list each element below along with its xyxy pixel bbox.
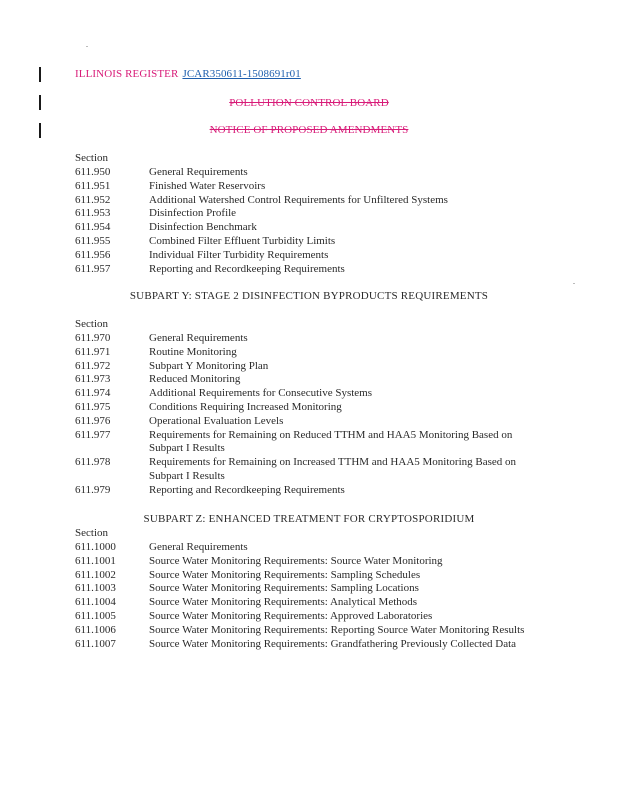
section-title: Disinfection Profile: [149, 207, 237, 220]
section-number: 611.973: [75, 373, 111, 386]
section-entry: [75, 235, 555, 249]
section-entry: [75, 221, 555, 235]
section-title: General Requirements: [149, 332, 248, 344]
section-entry: [75, 166, 555, 180]
section-label: Section: [75, 318, 108, 330]
section-entry: [75, 638, 555, 652]
section-title: Source Water Monitoring Requirements: Source Water Monitoring: [149, 554, 443, 567]
section-title: Routine Monitoring: [149, 345, 237, 358]
section-title: Individual Filter Turbidity Requirements: [149, 248, 329, 261]
section-number: 611.972: [75, 359, 111, 372]
section-title: Source Water Monitoring Requirements: Reporting Source Water Monitoring Results: [149, 623, 525, 636]
section-entry: [75, 401, 555, 415]
section-list-x: [75, 166, 555, 276]
section-entry: [75, 249, 555, 263]
section-entry: [75, 346, 555, 360]
section-number: 611.976: [75, 414, 111, 427]
section-label: Section: [75, 527, 108, 539]
section-number: 611.971: [75, 345, 111, 358]
section-entry: [75, 429, 555, 457]
section-number: 611.1005: [75, 609, 116, 622]
scan-speck: [573, 283, 575, 284]
section-entry: [75, 456, 555, 484]
section-entry: [75, 387, 555, 401]
section-entry: [75, 555, 555, 569]
section-title: Source Water Monitoring Requirements: Sampling Schedules: [149, 568, 421, 581]
section-number: 611.1002: [75, 568, 116, 581]
section-title: Source Water Monitoring Requirements: Analytical Methods: [149, 596, 418, 609]
section-number: 611.1006: [75, 623, 116, 636]
section-number: 611.956: [75, 248, 111, 261]
section-number: 611.977: [75, 428, 111, 441]
section-entry: [75, 263, 555, 277]
section-number: 611.951: [75, 179, 111, 192]
section-entry: [75, 415, 555, 429]
section-entry: [75, 541, 555, 555]
section-title: Requirements for Remaining on Reduced TTHM and HAA5 Monitoring Based on Subpart I Results: [149, 428, 513, 455]
register-header: [75, 68, 301, 80]
section-entry: [75, 194, 555, 208]
section-entry: [75, 582, 555, 596]
section-number: 611.957: [75, 262, 111, 275]
section-entry: [75, 624, 555, 638]
section-title: Reduced Monitoring: [149, 373, 241, 386]
section-entry: [75, 484, 555, 498]
section-entry: [75, 373, 555, 387]
section-number: 611.974: [75, 387, 111, 400]
section-number: 611.1007: [75, 637, 116, 650]
section-number: 611.1003: [75, 582, 116, 595]
scan-speck: [86, 46, 88, 47]
section-number: 611.1000: [75, 541, 116, 553]
section-title: Conditions Requiring Increased Monitoring: [149, 400, 342, 413]
section-title: General Requirements: [149, 166, 248, 178]
section-number: 611.1001: [75, 554, 116, 567]
section-entry: [75, 332, 555, 346]
section-number: 611.955: [75, 234, 111, 247]
section-title: Reporting and Recordkeeping Requirements: [149, 483, 345, 496]
section-number: 611.950: [75, 166, 111, 178]
section-title: General Requirements: [149, 541, 248, 553]
section-title: Combined Filter Effluent Turbidity Limits: [149, 234, 336, 247]
section-number: 611.975: [75, 400, 111, 413]
section-entry: [75, 569, 555, 583]
subpart-y-heading: SUBPART Y: STAGE 2 DISINFECTION BYPRODUCTS REQUIREMENTS: [129, 290, 489, 302]
section-number: 611.954: [75, 221, 111, 234]
register-link[interactable]: JCAR350611-1508691r01: [182, 68, 301, 80]
subpart-z-heading: SUBPART Z: ENHANCED TREATMENT FOR CRYPTOSPORIDIUM: [143, 513, 475, 525]
section-title: Source Water Monitoring Requirements: Grandfathering Previously Collected Data: [149, 637, 517, 650]
section-title: Source Water Monitoring Requirements: Sampling Locations: [149, 582, 419, 595]
section-entry: [75, 596, 555, 610]
section-entry: [75, 207, 555, 221]
section-number: 611.970: [75, 332, 111, 344]
section-title: Additional Watershed Control Requirements for Unfiltered Systems: [149, 193, 448, 206]
section-title: Additional Requirements for Consecutive Systems: [149, 387, 373, 400]
revision-bar: [39, 67, 41, 82]
section-title: Operational Evaluation Levels: [149, 414, 284, 427]
section-title: Subpart Y Monitoring Plan: [149, 359, 269, 372]
section-entry: [75, 360, 555, 374]
board-header: POLLUTION CONTROL BOARD: [229, 97, 389, 109]
section-number: 611.979: [75, 483, 111, 496]
section-number: 611.1004: [75, 596, 116, 609]
section-number: 611.978: [75, 456, 111, 469]
section-title: Disinfection Benchmark: [149, 221, 257, 234]
section-title: Reporting and Recordkeeping Requirements: [149, 262, 345, 275]
section-entry: [75, 180, 555, 194]
section-title: Requirements for Remaining on Increased TTHM and HAA5 Monitoring Based on Subpart I Results: [149, 456, 517, 482]
section-title: Finished Water Reservoirs: [149, 179, 266, 192]
notice-header: NOTICE OF PROPOSED AMENDMENTS: [209, 124, 409, 136]
section-number: 611.952: [75, 193, 111, 206]
section-label: Section: [75, 152, 108, 164]
section-title: Source Water Monitoring Requirements: Approved Laboratories: [149, 609, 433, 622]
section-list-z: [75, 541, 555, 651]
register-title: ILLINOIS REGISTER: [75, 68, 179, 80]
section-number: 611.953: [75, 207, 111, 220]
section-list-y: [75, 332, 555, 498]
section-entry: [75, 610, 555, 624]
